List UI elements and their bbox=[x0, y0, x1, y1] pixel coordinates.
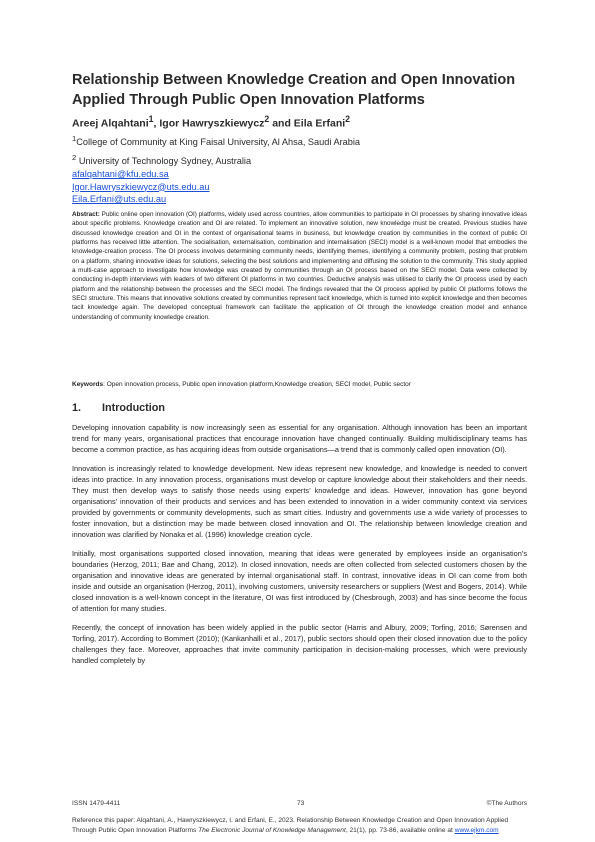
email-link[interactable]: Eila.Erfani@uts.edu.au bbox=[72, 194, 167, 204]
keywords-text: : Open innovation process, Public open innovation platform,Knowledge creation, SECI model, Public sector bbox=[103, 381, 411, 388]
issn: ISSN 1479-4411 bbox=[72, 800, 121, 807]
email-list bbox=[72, 168, 210, 206]
abstract bbox=[72, 210, 527, 322]
citation-reference: Reference this paper: Alqahtani, A., Hawryszkiewycz, I. and Erfani, E., 2023. Relationship Between Knowledge Creation and Open Innovation Applied Through Public Open Innovation Platforms The Electronic Journal of Knowledge Management, 21(1), pp. 73-86, available online at www.ejkm.com bbox=[72, 817, 509, 834]
journal-link[interactable]: www.ejkm.com bbox=[454, 826, 499, 834]
author-affil-mark: 2 bbox=[345, 114, 351, 124]
keywords bbox=[72, 381, 527, 388]
paragraph: Recently, the concept of innovation has been widely applied in the public sector (Harris and Albury, 2009; Torfing, 2016; Sørensen and Torfing, 2017). According to Bommert (2010); (Kankanhalli et al., 2017), public sectors should open their closed innovation due to the policy challenges they face. Moreover, approaches that invite community participation in decision-making processes, which were previously handled completely by bbox=[72, 623, 527, 665]
abstract-label: Abstract: bbox=[72, 211, 100, 218]
paragraph: Initially, most organisations supported closed innovation, meaning that ideas were generated by employees inside an organisation’s boundaries (Herzog, 2011; Bae and Chang, 2012). In closed innovation, needs are often collected from selected customers chosen by the organisation and innovative ideas are generated by internal organisational staff. In contrast, innovative ideas in OI can come from both inside and outside an organisation (Herzog, 2011), involving customers, university researchers or suppliers (West and Bogers, 2014). While closed innovation is a well-known concept in the literature, OI was first introduced by (Chesbrough, 2003) and has since become the focus of attention for many studies. bbox=[72, 549, 527, 613]
section-heading bbox=[72, 402, 165, 414]
affiliation: $^2$ University of Technology Sydney, Australia bbox=[72, 153, 252, 167]
section-number: 1. bbox=[72, 402, 82, 414]
section-title: Introduction bbox=[102, 402, 165, 414]
page-number: 73 bbox=[297, 800, 305, 807]
paragraph: Innovation is increasingly related to knowledge development. New ideas represent new knowledge, and knowledge is needed to convert ideas into practice. In any innovation process, organisations must develop or capture knowledge about their stakeholders and their needs. They must then develop ways to satisfy those needs using experts’ knowledge and ideas. However, innovation has gone beyond organisations’ innovation of their products and services and has been extended to innovation in a wider community context via services provided by governments or community developments, such as smart cities. Industry and governments use a wide variety of processes to foster innovation, but a distinction may be made between closed innovation and OI. The relationship between knowledge creation and innovation was clarified by Nonaka et al. (1996) knowledge creation cycle. bbox=[72, 464, 527, 539]
copyright: ©The Authors bbox=[486, 800, 527, 807]
affiliation-list bbox=[72, 131, 360, 169]
journal-name: The Electronic Journal of Knowledge Management bbox=[198, 826, 346, 834]
author-name: Igor Hawryszkiewycz bbox=[159, 117, 265, 130]
email-link[interactable]: Igor.Hawryszkiewycz@uts.edu.au bbox=[72, 181, 210, 192]
author-list: Areej Alqahtani$^1$, Igor Hawryszkiewycz$^2$ and Eila Erfani$^2$ bbox=[72, 114, 351, 130]
author-affil-mark: 2 bbox=[264, 114, 270, 124]
keywords-label: Keywords bbox=[72, 381, 104, 388]
author-name: Areej Alqahtani bbox=[72, 117, 149, 130]
author-affil-mark: 1 bbox=[148, 114, 154, 124]
abstract-text: Public online open innovation (OI) platforms, widely used across countries, allow communities to participate in OI processes by sharing innovative ideas about specific problems. Knowledge creation and OI are related. To implement an innovative solution, new knowledge must be created. Previous studies have discussed knowledge creation and OI in the context of organisational teams in business, but knowledge creation by communities in the context of public OI platforms has received little attention. The socialisation, externalisation, combination and internalisation (SECI) model is a well-known model that embodies the knowledge-creation process. The OI process involves determining community needs, identifying themes, identifying a community problem, posting that problem on a platform, sharing innovative ideas for solutions, selecting the best solutions and implementing and diffusing the solution to the community. This study applied a multi-case approach to investigate how knowledge was created by communities through an OI process based on the SECI model. Data were collected by conducting in-depth interviews with leaders of two different OI platforms in two countries. Deductive analysis was utilised to clarify the OI process used by each platform and the relationship between the processes and the SECI model. The findings revealed that the OI process applied by public OI platforms follows the SECI structure. This means that innovative solutions created by communities represent tacit knowledge, which is turned into explicit knowledge and then becomes tacit knowledge again. The developed conceptual framework can facilitate the application of OI through the knowledge creation model and enhance understanding of community knowledge creation. bbox=[72, 211, 527, 321]
affiliation: $^1$College of Community at King Faisal University, Al Ahsa, Saudi Arabia bbox=[72, 134, 361, 148]
paper-title: Relationship Between Knowledge Creation and Open Innovation Applied Through Public Open Innovation Platforms bbox=[72, 72, 516, 108]
author-name: Eila Erfani bbox=[293, 117, 346, 130]
paragraph: Developing innovation capability is now increasingly seen as essential for any organisation. Although innovation has been an important trend for many years, organisational practices that encourage innovation have changed continually. Building multidisciplinary teams has become a common practice, as has acquiring ideas from outside organisations—a trend that is commonly called open innovation (OI). bbox=[72, 423, 527, 454]
email-link[interactable]: afalqahtani@kfu.edu.sa bbox=[72, 169, 169, 179]
body-text bbox=[72, 422, 527, 674]
